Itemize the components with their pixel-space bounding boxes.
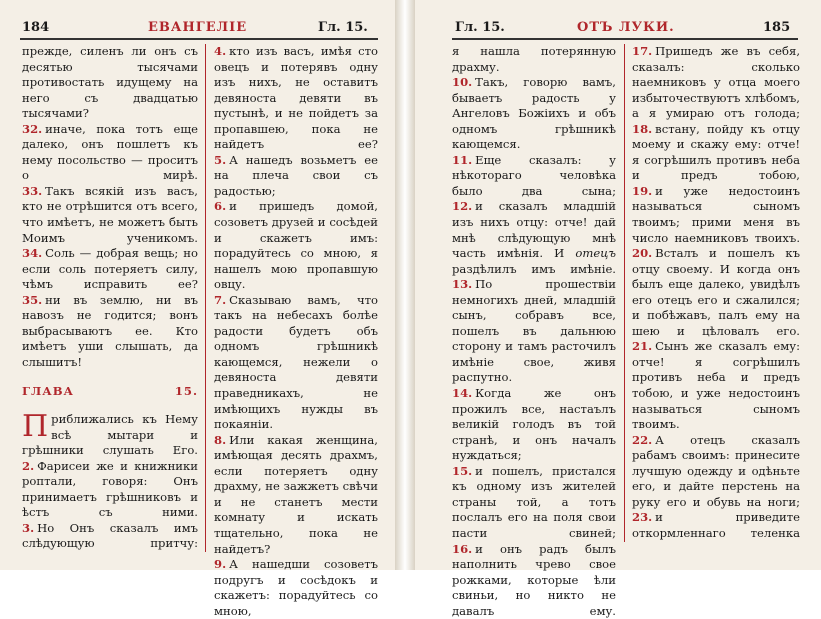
verse-number: 6. xyxy=(214,199,227,214)
verse-23: и приведите откормленнаго теленка xyxy=(632,510,800,540)
verse-14: Когда же онъ прожилъ все, настаълъ великій голодъ въ той странѣ, и онъ началъ нуждаться; xyxy=(452,386,616,463)
verse-number: 10. xyxy=(452,75,473,90)
verse-1: риближались къ Нему всѣ мытари и грѣшники слушать Его. xyxy=(22,412,198,458)
verse-34: Соль — добрая вещь; но если соль потеряетъ силу, чѣмъ исправить ее? xyxy=(22,246,198,292)
verse-10: Такъ, говорю вамъ, бываетъ радость у Ангеловъ Божіихъ и объ одномъ грѣшникѣ кающемся. xyxy=(452,75,616,152)
book-gutter xyxy=(395,0,415,570)
text-column-2 xyxy=(624,44,800,542)
verse-number: 20. xyxy=(632,246,653,261)
verse-4: кто изъ васъ, имѣя сто овецъ и потерявъ одну изъ нихъ, не оставитъ девяноста девяти въ пустынѣ, и не пойдетъ за пропавшею, пока не найдетъ ее? xyxy=(214,44,378,152)
verse-22: А отецъ сказалъ рабамъ своимъ: принесите лучшую одежду и одѣньте его, и дайте перстень на руку его и обувь на ноги; xyxy=(632,432,800,509)
verse-8: Или какая женщина, имѣющая десять драхмъ, если потеряетъ одну драхму, не зажжетъ свѣчи и не станетъ мести комнату и искать тщательно, пока не найдетъ? xyxy=(214,432,378,556)
verse-20: Всталъ и пошелъ къ отцу своему. И когда онъ былъ еще далеко, увидѣлъ его отецъ его и сжалился; и побѣжавъ, палъ ему на шею и цѣловалъ его. xyxy=(632,246,800,338)
running-title: ЕВАНГЕЛІЕ xyxy=(148,20,248,35)
verse-12: и сказалъ младшій изъ нихъ отцу: отче! дай мнѣ слѣдующую мнѣ часть имѣнія. И xyxy=(452,199,616,261)
verse-number: 33. xyxy=(22,183,43,198)
verse-13: По прошествіи немногихъ дней, младшій сынъ, собравъ все, пошелъ въ дальнюю сторону и тамъ расточилъ имѣніе свое, живя распутно. xyxy=(452,277,616,385)
verse-9-continuation: я нашла потерянную драхму. xyxy=(452,44,616,74)
verse-number: 23. xyxy=(632,510,653,525)
verse-number: 21. xyxy=(632,339,653,354)
header-rule xyxy=(20,38,378,40)
header-rule xyxy=(452,38,798,40)
verse-number: 16. xyxy=(452,541,473,556)
left-page xyxy=(0,0,395,618)
verse-number: 34. xyxy=(22,246,43,261)
verse-31-continuation: прежде, силенъ ли онъ съ десятью тысячами противостать идущему на него съ двадцатью тысячами? xyxy=(22,44,198,121)
verse-number: 22. xyxy=(632,432,653,447)
italic-insertion: отецъ xyxy=(575,246,617,261)
verse-5: А нашедъ возьметъ ее на плеча свои съ радостью; xyxy=(214,152,378,198)
verse-number: 3. xyxy=(22,520,35,535)
right-page xyxy=(415,0,821,618)
verse-19: и уже недостоинъ называться сыномъ твоимъ; прими меня въ число наемниковъ твоихъ. xyxy=(632,183,800,245)
verse-18: встану, пойду къ отцу моему и скажу ему: отче! я согрѣшилъ противъ неба и предъ тобою, xyxy=(632,121,800,183)
verse-number: 7. xyxy=(214,292,227,307)
verse-32: иначе, пока тотъ еще далеко, онъ пошлетъ къ нему посольство — проситъ о мирѣ. xyxy=(22,121,198,183)
text-column-1 xyxy=(22,44,206,552)
verse-number: 9. xyxy=(214,557,227,572)
verse-12-end: раздѣлилъ имъ имѣніе. xyxy=(452,261,616,276)
verse-number: 12. xyxy=(452,199,473,214)
verse-7: Сказываю вамъ, что такъ на небесахъ болѣе радости будетъ объ одномъ грѣшникѣ кающемся, нежели о девяноста девяти праведникахъ, не имѣющихъ нужды въ покаяніи. xyxy=(214,292,378,432)
verse-number: 14. xyxy=(452,386,473,401)
verse-number: 17. xyxy=(632,44,653,58)
verse-number: 8. xyxy=(214,432,227,447)
verse-15: и пошелъ, пристался къ одному изъ жителей страны той, а тотъ послалъ его на поля свои пасти свиней; xyxy=(452,463,616,540)
verse-number: 18. xyxy=(632,121,653,136)
verse-9: А нашедши созоветъ подругъ и сосѣдокъ и скажетъ: порадуйтесь со мною, xyxy=(214,557,378,618)
verse-16: и онъ радъ былъ наполнить чрево свое рожками, которые ѣли свиньи, но никто не давалъ ему. xyxy=(452,541,616,618)
verse-17: Пришедъ же въ себя, сказалъ: сколько наемниковъ у отца моего избыточествуютъ хлѣбомъ, а я умираю отъ голода; xyxy=(632,44,800,121)
verse-21: Сынъ же сказалъ ему: отче! я согрѣшилъ противъ неба и предъ тобою, и уже недостоинъ называться сыномъ твоимъ. xyxy=(632,339,800,432)
page-number: 185 xyxy=(763,20,791,35)
verse-number: 11. xyxy=(452,152,473,167)
verse-2: Фарисеи же и книжники роптали, говоря: Онъ принимаетъ грѣшниковъ и ѣстъ съ ними. xyxy=(22,458,198,520)
text-column-2 xyxy=(214,44,378,619)
verse-number: 13. xyxy=(452,277,473,292)
verse-number: 19. xyxy=(632,183,653,198)
chapter-reference: Гл. 15. xyxy=(455,20,505,35)
page-number: 184 xyxy=(22,20,50,35)
verse-35: ни въ землю, ни въ навозъ не годится; вонъ выбрасываютъ ее. Кто имѣетъ уши слышать, да слышитъ! xyxy=(22,292,198,369)
verse-11: Еще сказалъ: у нѣкотораго человѣка было два сына; xyxy=(452,152,616,198)
verse-number: 15. xyxy=(452,463,473,478)
verse-number: 32. xyxy=(22,121,43,136)
verse-6: и пришедъ домой, созоветъ друзей и сосѣдей и скажетъ имъ: порадуйтесь со мною, я нашелъ мою пропавшую овцу. xyxy=(214,199,378,292)
verse-number: 2. xyxy=(22,458,35,473)
verse-33: Такъ всякій изъ васъ, кто не отрѣшится отъ всего, что имѣетъ, не можетъ быть Моимъ ученикомъ. xyxy=(22,183,198,245)
verse-3: Но Онъ сказалъ имъ слѣдующую притчу: xyxy=(22,520,198,551)
chapter-reference: Гл. 15. xyxy=(318,20,368,35)
drop-cap: П xyxy=(22,409,49,445)
verse-number: 5. xyxy=(214,152,227,167)
chapter-heading: ГЛАВА 15. xyxy=(22,384,198,399)
text-column-1 xyxy=(452,44,616,619)
verse-number: 4. xyxy=(214,44,227,58)
verse-number: 35. xyxy=(22,292,43,307)
running-title: ОТЪ ЛУКИ. xyxy=(577,20,675,35)
